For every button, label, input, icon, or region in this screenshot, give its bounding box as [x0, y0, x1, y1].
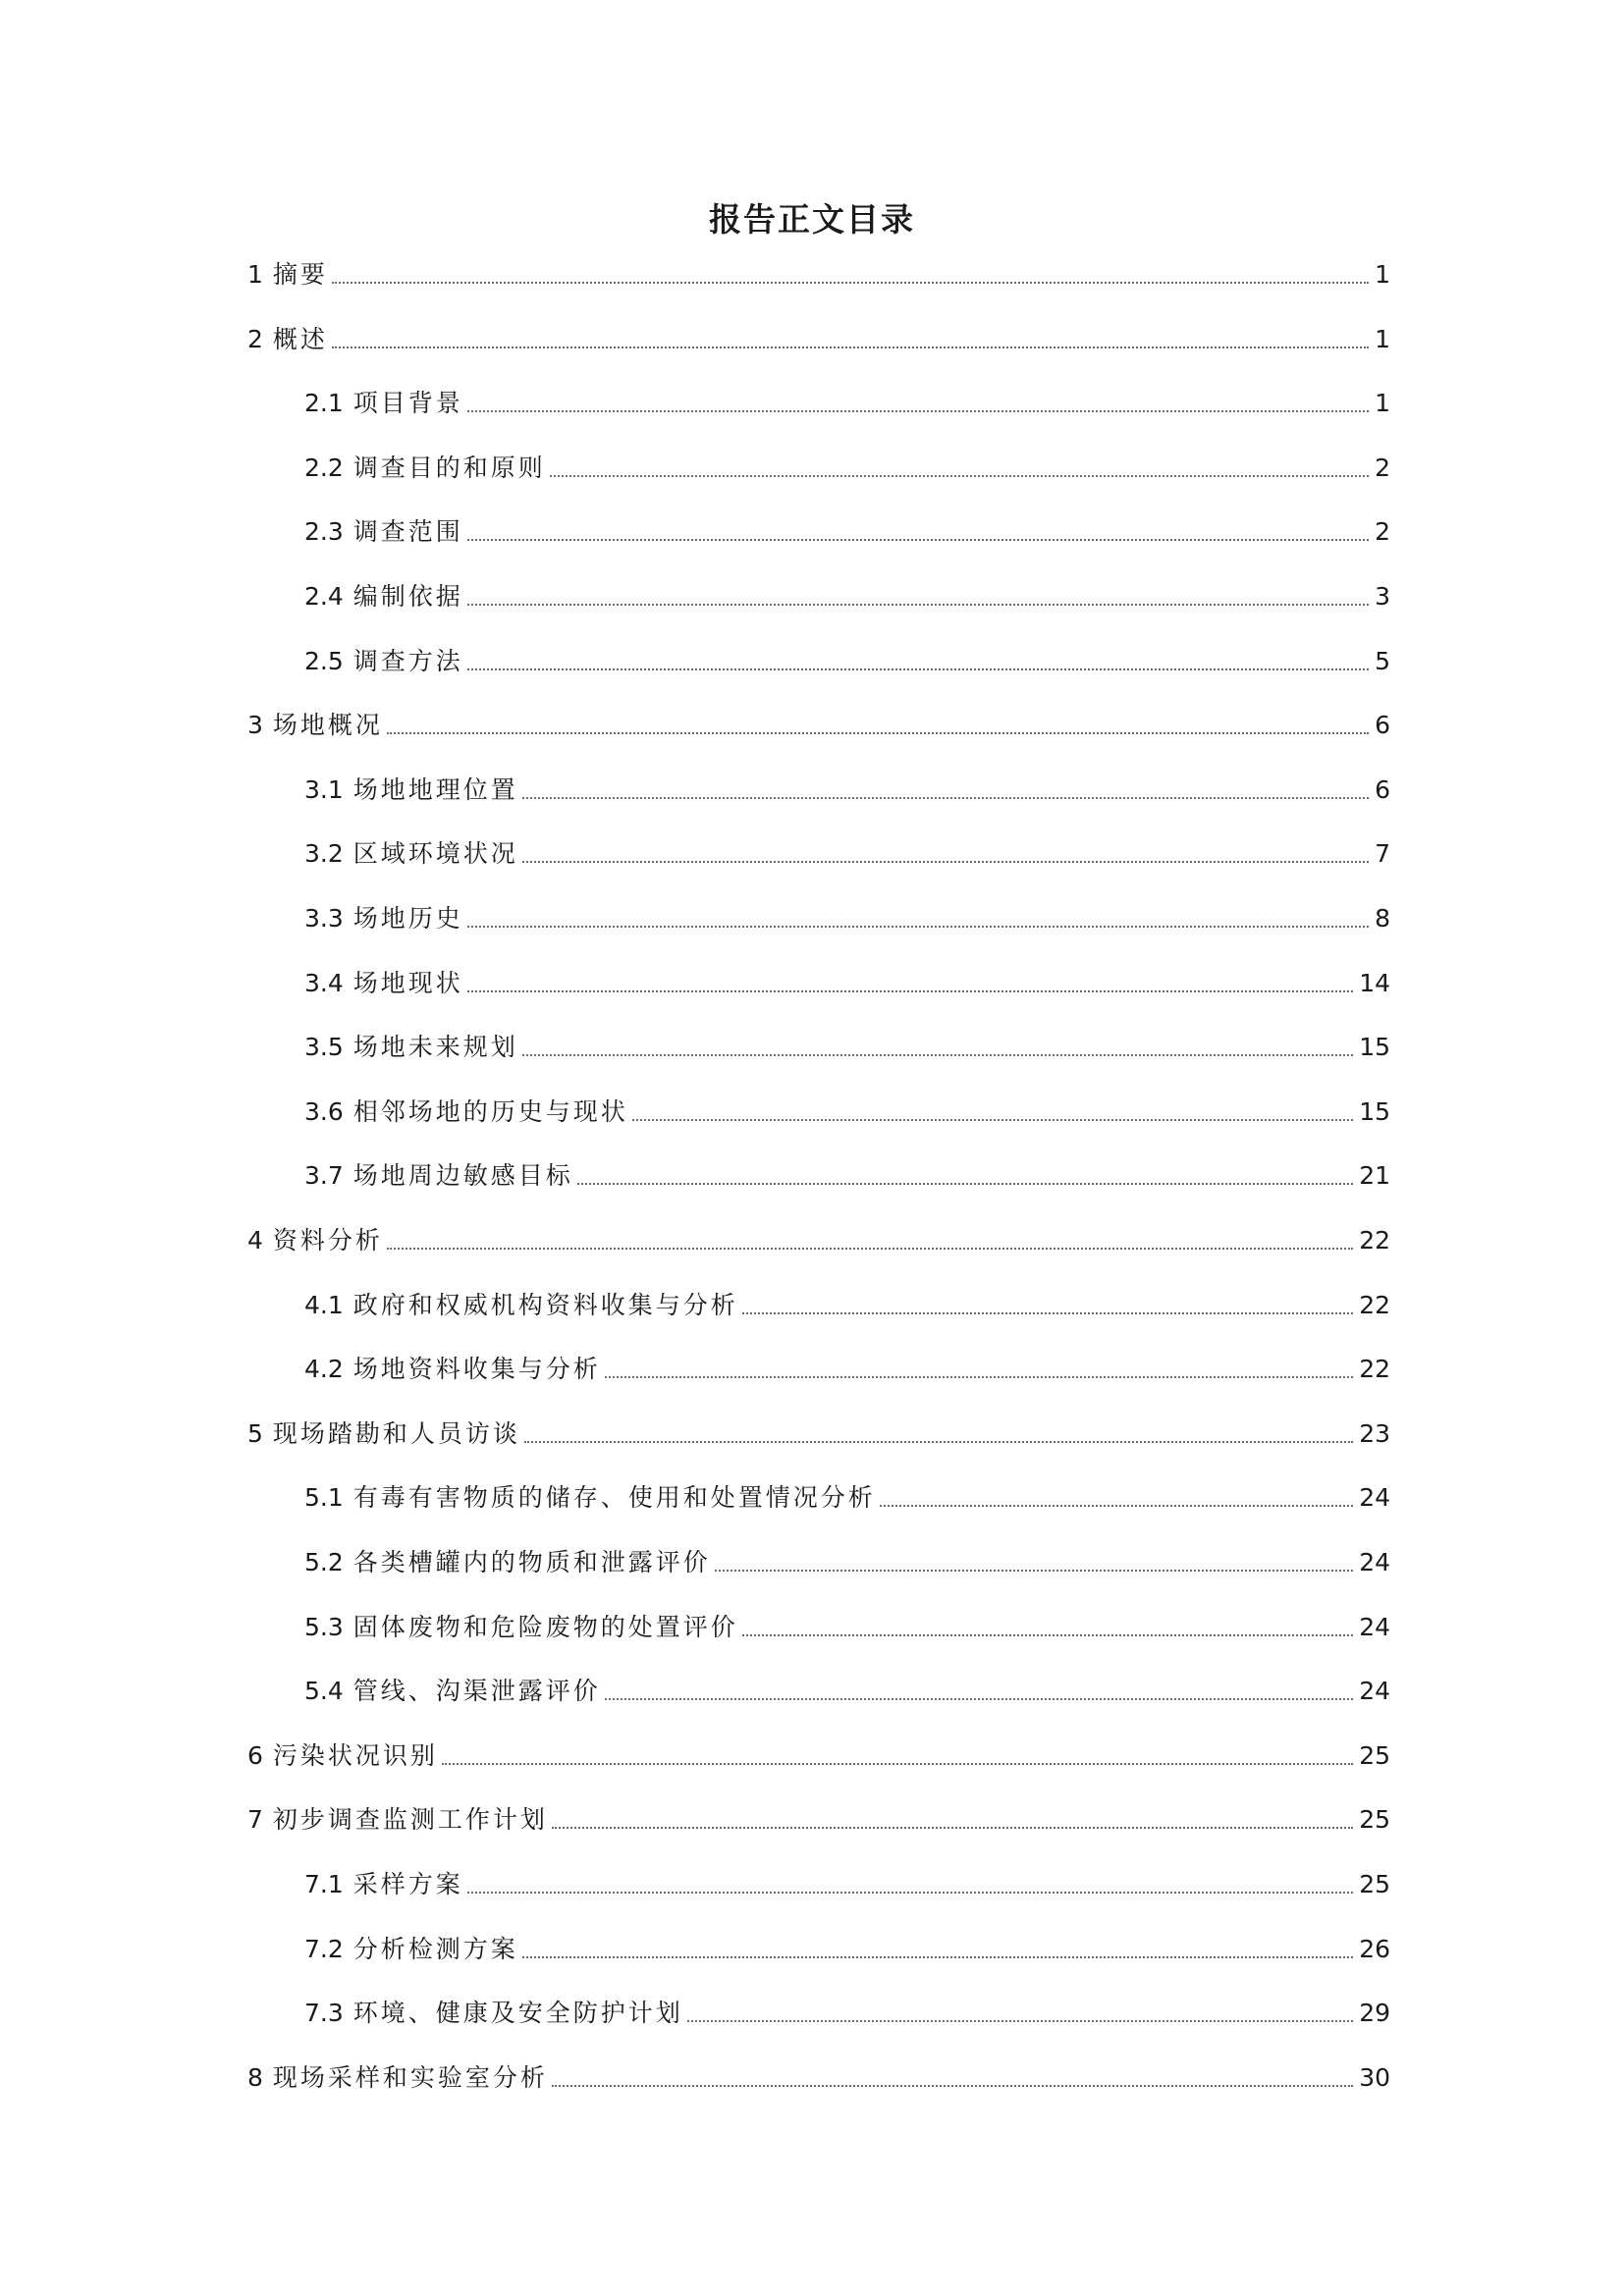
toc-entry-page-number: 26 — [1359, 1935, 1390, 1963]
toc-entry-page-number: 25 — [1359, 1805, 1390, 1834]
toc-entry-page-number: 24 — [1359, 1483, 1390, 1512]
toc-entry-title: 概述 — [272, 325, 328, 353]
toc-entry-number: 7.1 — [304, 1870, 344, 1898]
dot-leader — [332, 346, 1369, 348]
toc-entry[interactable] — [247, 1796, 1390, 1840]
toc-entry[interactable] — [304, 767, 1390, 810]
dot-leader — [880, 1504, 1353, 1507]
toc-entry-title: 环境、健康及安全防护计划 — [352, 1999, 683, 2027]
toc-entry-number: 2 — [247, 325, 263, 353]
toc-entry[interactable] — [304, 1861, 1390, 1904]
toc-entry-number: 3.1 — [304, 775, 344, 804]
toc-entry-number: 3.6 — [304, 1097, 344, 1126]
toc-entry-number: 5 — [247, 1419, 263, 1448]
dot-leader — [467, 1891, 1353, 1894]
toc-entry-title: 场地现状 — [352, 969, 463, 997]
toc-entry-page-number: 5 — [1375, 647, 1390, 675]
toc-entry-page-number: 24 — [1359, 1548, 1390, 1576]
dot-leader — [742, 1311, 1353, 1314]
dot-leader — [467, 538, 1369, 541]
toc-entry[interactable] — [304, 638, 1390, 681]
dot-leader — [522, 1053, 1353, 1056]
toc-entry-title: 场地历史 — [352, 904, 463, 933]
dot-leader — [332, 281, 1369, 284]
dot-leader — [467, 667, 1369, 670]
dot-leader — [552, 2084, 1353, 2087]
toc-entry[interactable] — [304, 1604, 1390, 1647]
dot-leader — [467, 409, 1369, 412]
toc-entry-title: 摘要 — [272, 260, 328, 289]
dot-leader — [387, 1247, 1353, 1250]
toc-entry[interactable] — [247, 251, 1390, 294]
toc-entry-page-number: 14 — [1359, 969, 1390, 997]
toc-entry[interactable] — [304, 1152, 1390, 1196]
toc-entry[interactable] — [304, 573, 1390, 616]
toc-title: 报告正文目录 — [709, 200, 915, 239]
toc-entry-page-number: 29 — [1359, 1999, 1390, 2027]
toc-entry-title: 有毒有害物质的储存、使用和处置情况分析 — [352, 1483, 876, 1512]
toc-entry-title: 现场踏勘和人员访谈 — [272, 1419, 520, 1448]
toc-entry-page-number: 6 — [1375, 775, 1390, 804]
toc-entry-page-number: 15 — [1359, 1033, 1390, 1061]
toc-entry[interactable] — [304, 1668, 1390, 1711]
toc-entry-number: 5.1 — [304, 1483, 344, 1512]
dot-leader — [605, 1375, 1353, 1378]
toc-entry-number: 7 — [247, 1805, 263, 1834]
toc-entry-number: 1 — [247, 260, 263, 289]
toc-entry-title: 编制依据 — [352, 582, 463, 611]
toc-entry-page-number: 30 — [1359, 2063, 1390, 2092]
toc-entry[interactable] — [304, 1539, 1390, 1582]
toc-entry-title: 采样方案 — [352, 1870, 463, 1898]
toc-entry-title: 场地概况 — [272, 711, 383, 739]
toc-entry-page-number: 21 — [1359, 1161, 1390, 1190]
dot-leader — [552, 1826, 1353, 1829]
toc-entry-page-number: 7 — [1375, 839, 1390, 868]
toc-entry-page-number: 23 — [1359, 1419, 1390, 1448]
toc-entry-title: 调查目的和原则 — [352, 454, 546, 482]
toc-entry[interactable] — [304, 830, 1390, 874]
dot-leader — [577, 1182, 1353, 1185]
toc-entry-number: 5.2 — [304, 1548, 344, 1576]
dot-leader — [715, 1569, 1353, 1572]
dot-leader — [522, 796, 1369, 799]
toc-entry-number: 3.5 — [304, 1033, 344, 1061]
dot-leader — [467, 989, 1353, 992]
dot-leader — [522, 860, 1369, 863]
toc-entry-page-number: 6 — [1375, 711, 1390, 739]
toc-entry-title: 政府和权威机构资料收集与分析 — [352, 1291, 738, 1319]
toc-entry-number: 7.3 — [304, 1999, 344, 2027]
dot-leader — [442, 1762, 1353, 1765]
dot-leader — [687, 2019, 1353, 2022]
toc-entry-title: 项目背景 — [352, 389, 463, 417]
toc-entry-title: 相邻场地的历史与现状 — [352, 1097, 628, 1126]
toc-entry-page-number: 22 — [1359, 1355, 1390, 1383]
toc-entry[interactable] — [304, 1926, 1390, 1969]
toc-entry-title: 场地地理位置 — [352, 775, 518, 804]
toc-entry[interactable] — [304, 1346, 1390, 1389]
toc-entry-number: 3.4 — [304, 969, 344, 997]
toc-entry-title: 调查范围 — [352, 517, 463, 546]
toc-entry[interactable] — [247, 1411, 1390, 1454]
toc-entry[interactable] — [247, 1733, 1390, 1776]
toc-entry-number: 5.3 — [304, 1613, 344, 1641]
toc-entry-number: 5.4 — [304, 1677, 344, 1705]
toc-entry[interactable] — [304, 1282, 1390, 1325]
toc-entry[interactable] — [304, 1474, 1390, 1518]
toc-entry[interactable] — [247, 316, 1390, 359]
dot-leader — [467, 603, 1369, 606]
toc-entry-page-number: 3 — [1375, 582, 1390, 611]
toc-entry[interactable] — [304, 1089, 1390, 1132]
toc-entry-number: 2.1 — [304, 389, 344, 417]
toc-entry-page-number: 8 — [1375, 904, 1390, 933]
toc-entry[interactable] — [304, 960, 1390, 1003]
toc-entry-page-number: 1 — [1375, 389, 1390, 417]
toc-entry-page-number: 15 — [1359, 1097, 1390, 1126]
toc-entry-number: 4.2 — [304, 1355, 344, 1383]
toc-entry[interactable] — [304, 895, 1390, 938]
toc-entry[interactable] — [247, 702, 1390, 745]
toc-entry-page-number: 2 — [1375, 517, 1390, 546]
toc-entry-page-number: 25 — [1359, 1870, 1390, 1898]
toc-entry-number: 3 — [247, 711, 263, 739]
toc-entry[interactable] — [247, 1217, 1390, 1260]
toc-entry[interactable] — [304, 1024, 1390, 1067]
toc-entry[interactable] — [304, 1990, 1390, 2033]
toc-entry-number: 4.1 — [304, 1291, 344, 1319]
dot-leader — [632, 1118, 1353, 1121]
toc-entry-page-number: 24 — [1359, 1613, 1390, 1641]
toc-entry-page-number: 25 — [1359, 1741, 1390, 1770]
toc-entry-number: 3.3 — [304, 904, 344, 933]
toc-entry-number: 2.4 — [304, 582, 344, 611]
dot-leader — [467, 925, 1369, 928]
toc-entry-number: 7.2 — [304, 1935, 344, 1963]
toc-entry-number: 3.7 — [304, 1161, 344, 1190]
toc-entry[interactable] — [304, 380, 1390, 423]
toc-entry-title: 初步调查监测工作计划 — [272, 1805, 548, 1834]
dot-leader — [605, 1697, 1353, 1700]
toc-entry-title: 场地资料收集与分析 — [352, 1355, 601, 1383]
dot-leader — [387, 731, 1369, 734]
toc-entry-page-number: 1 — [1375, 260, 1390, 289]
toc-entry-page-number: 24 — [1359, 1677, 1390, 1705]
toc-entry-page-number: 2 — [1375, 454, 1390, 482]
toc-entry[interactable] — [304, 508, 1390, 552]
toc-entry-page-number: 22 — [1359, 1291, 1390, 1319]
dot-leader — [524, 1440, 1353, 1443]
dot-leader — [550, 474, 1369, 477]
toc-entry[interactable] — [304, 445, 1390, 488]
toc-entry-page-number: 22 — [1359, 1226, 1390, 1255]
toc-entry-title: 现场采样和实验室分析 — [272, 2063, 548, 2092]
toc-entry-number: 6 — [247, 1741, 263, 1770]
toc-entry-title: 场地周边敏感目标 — [352, 1161, 573, 1190]
toc-entry-number: 8 — [247, 2063, 263, 2092]
toc-entry-title: 调查方法 — [352, 647, 463, 675]
toc-entry-title: 管线、沟渠泄露评价 — [352, 1677, 601, 1705]
toc-entry-number: 2.2 — [304, 454, 344, 482]
toc-entry-number: 4 — [247, 1226, 263, 1255]
dot-leader — [742, 1633, 1353, 1636]
dot-leader — [522, 1955, 1353, 1958]
toc-entry-number: 2.5 — [304, 647, 344, 675]
toc-entry-page-number: 1 — [1375, 325, 1390, 353]
toc-entry-title: 区域环境状况 — [352, 839, 518, 868]
toc-entry-title: 污染状况识别 — [272, 1741, 438, 1770]
toc-entry-number: 2.3 — [304, 517, 344, 546]
toc-entry-title: 资料分析 — [272, 1226, 383, 1255]
toc-entry-title: 分析检测方案 — [352, 1935, 518, 1963]
toc-entry[interactable] — [247, 2055, 1390, 2098]
toc-entry-title: 场地未来规划 — [352, 1033, 518, 1061]
toc-entry-title: 各类槽罐内的物质和泄露评价 — [352, 1548, 711, 1576]
toc-entry-number: 3.2 — [304, 839, 344, 868]
toc-entry-title: 固体废物和危险废物的处置评价 — [352, 1613, 738, 1641]
